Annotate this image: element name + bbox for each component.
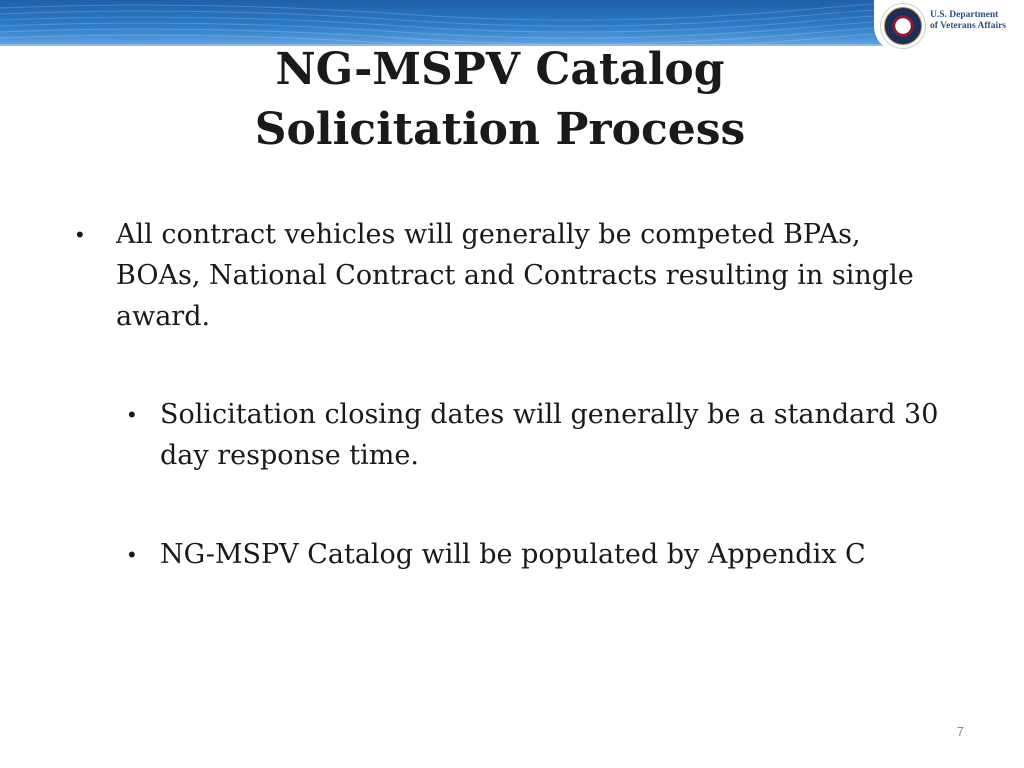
page-number: 7 <box>956 724 964 739</box>
bullet-item-1: All contract vehicles will generally be competed BPAs, BOAs, National Contract and Contracts resulting in single award. <box>116 219 914 332</box>
slide-title-line2: Solicitation Process <box>254 104 746 155</box>
bullet-marker: • <box>76 222 84 247</box>
bullet-item-2: Solicitation closing dates will generally be a standard 30 day response time. <box>160 399 939 471</box>
slide-title-line1: NG-MSPV Catalog <box>275 44 725 95</box>
bullet-item-3: NG-MSPV Catalog will be populated by Appendix C <box>160 539 866 570</box>
department-line1: U.S. Department <box>930 10 999 20</box>
bullet-marker: • <box>128 402 136 427</box>
bullet-marker: • <box>128 542 136 567</box>
department-line2: of Veterans Affairs <box>930 21 1006 31</box>
